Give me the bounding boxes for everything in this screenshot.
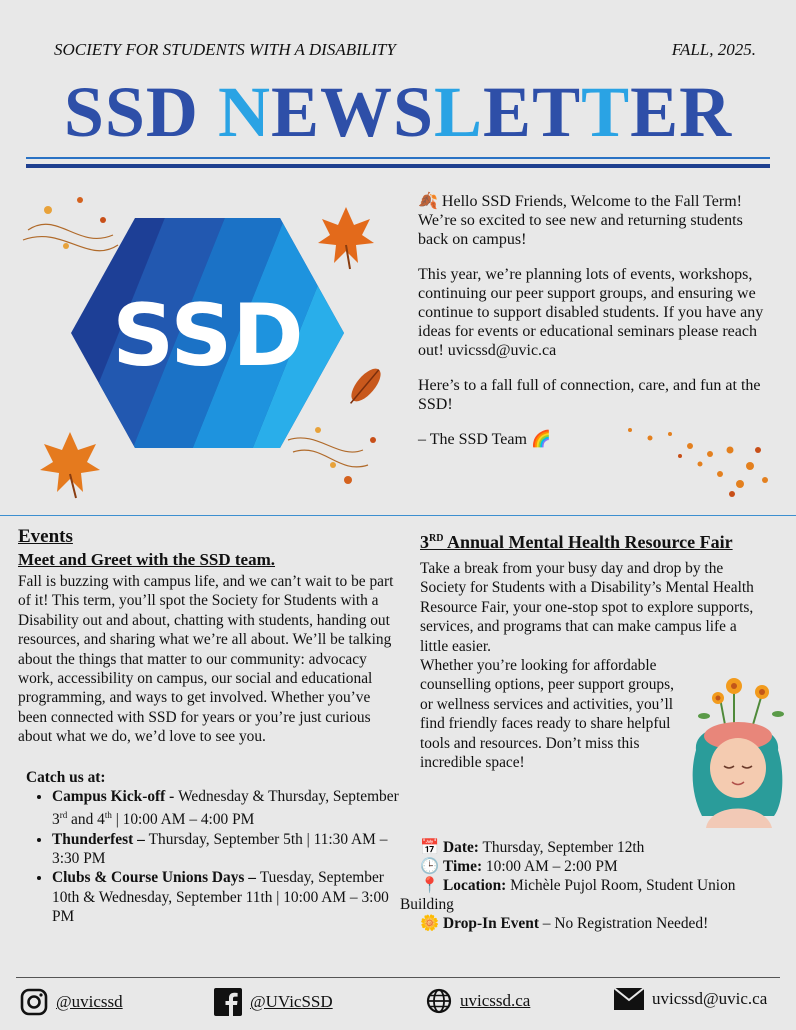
face-shape — [710, 738, 766, 798]
time-label: Time: — [443, 858, 483, 875]
pin-icon: 📍 — [420, 877, 440, 894]
calendar-icon: 📅 — [420, 839, 440, 856]
events-section — [18, 526, 400, 927]
fair-location — [400, 876, 790, 914]
newsletter-title — [0, 72, 796, 152]
footer-rule — [16, 977, 780, 978]
event-name: Campus Kick-off - — [52, 787, 179, 805]
ordinal-suffix: th — [104, 810, 112, 821]
logo-text: SSD — [112, 286, 304, 386]
title-segment: N — [217, 72, 271, 152]
intro-paragraph: Here’s to a fall full of connection, care, and fun at the SSD! — [418, 377, 761, 413]
event-name: Clubs & Course Unions Days – — [52, 869, 260, 887]
fair-heading — [420, 528, 782, 553]
fair-time — [420, 857, 790, 876]
event-detail: and 4 — [67, 811, 105, 829]
dropin-label: Drop-In Event — [443, 915, 539, 932]
flower-icon: 🌼 — [420, 915, 440, 932]
location-label: Location: — [443, 877, 507, 894]
fair-body-continued: Whether you’re looking for affordable counselling options, peer support groups, or wellness services and activities, you’ll find friendly faces ready to share helpful tools and resources. Don’t miss this incredible space! — [420, 657, 674, 772]
title-segment: L — [434, 72, 484, 152]
falling-leaves-icon — [620, 420, 780, 500]
meet-greet-body: Fall is buzzing with campus life, and we can’t wait to be part of it! This term, you’ll spot the Society for Students with a Disability out and about, chatting with students, handing out resources, and sharing what we’re all about. We’ll be talking about the things that matter to our community: advocacy work, accessibility on campus, our social and educational programming, and ways to get involved. Whether you’ve been connected with SSD for years or you’re just curious about what we do, we’d love to see you. — [18, 573, 394, 746]
dropin-value: – No Registration Needed! — [538, 915, 709, 932]
ssd-logo-illustration — [18, 180, 393, 505]
event-name: Thunderfest – — [52, 830, 149, 848]
footer-instagram[interactable] — [20, 988, 123, 1016]
intro-paragraph: This year, we’re planning lots of events, workshops, continuing our peer support groups, and ensuring we continue to support disabled students. If you have any ideas for events or educational seminars please reach out! uvicssd@uvic.ca — [418, 266, 764, 359]
globe-icon — [426, 988, 452, 1014]
title-segment: E — [630, 72, 680, 152]
footer-email[interactable] — [614, 988, 767, 1010]
season-label: FALL, 2025. — [671, 40, 756, 59]
location-value: Michèle Pujol Room, Student Union Building — [400, 877, 736, 913]
leaf-icon — [344, 364, 386, 409]
fair-dropin — [420, 914, 790, 933]
fair-heading-num: 3 — [420, 532, 429, 552]
fair-body: Take a break from your busy day and drop by the Society for Students with a Disability’s Mental Health Resource Fair, your one-stop spot to explore supports, services, and programs that can make campus life a little easier. — [420, 560, 754, 655]
fair-heading-text: Annual Mental Health Resource Fair — [443, 532, 733, 552]
fair-heading-sup: RD — [429, 533, 444, 544]
facebook-handle-link[interactable]: @UVicSSD — [250, 992, 333, 1011]
org-name: SOCIETY FOR STUDENTS WITH A DISABILITY — [54, 40, 396, 59]
list-item — [52, 830, 400, 869]
list-item — [52, 787, 400, 830]
time-value: 10:00 AM – 2:00 PM — [482, 858, 618, 875]
title-segment: EWS — [270, 72, 435, 152]
maple-leaf-icon — [318, 207, 374, 269]
meet-greet-heading: Meet and Greet with the SSD team. — [18, 550, 276, 569]
title-segment: ET — [483, 72, 582, 152]
footer-website[interactable] — [426, 988, 530, 1014]
event-detail: Wednesday & Thursday, September 3 — [52, 787, 399, 829]
footer-facebook[interactable] — [214, 988, 333, 1016]
date-label: Date: — [443, 839, 479, 856]
fair-details — [400, 838, 790, 933]
instagram-handle-link[interactable]: @uvicssd — [56, 992, 123, 1011]
title-segment: SSD — [63, 72, 218, 152]
title-rule-thick — [26, 164, 770, 168]
clock-icon: 🕒 — [420, 858, 440, 875]
email-address[interactable]: uvicssd@uvic.ca — [652, 989, 768, 1008]
title-segment: T — [581, 72, 631, 152]
event-detail: | 10:00 AM – 4:00 PM — [111, 811, 255, 829]
title-rule-thin — [26, 157, 770, 159]
maple-leaf-icon — [40, 432, 100, 498]
catch-us-label: Catch us at: — [26, 768, 106, 786]
list-item — [52, 868, 412, 926]
section-divider — [0, 515, 796, 516]
event-detail: Thursday, September 5th | 11:30 AM – 3:30 PM — [52, 830, 388, 867]
events-heading: Events — [18, 526, 73, 547]
title-segment: R — [679, 72, 733, 152]
intro-signoff: – The SSD Team 🌈 — [418, 431, 551, 448]
envelope-icon — [614, 988, 644, 1010]
website-link[interactable]: uvicssd.ca — [460, 991, 531, 1010]
ordinal-suffix: rd — [59, 810, 68, 821]
wellness-illustration — [682, 676, 794, 828]
fair-date — [420, 838, 790, 857]
facebook-icon — [214, 988, 242, 1016]
intro-paragraph: 🍂 Hello SSD Friends, Welcome to the Fall Term! We’re so excited to see new and returning students back on campus! — [418, 193, 743, 248]
event-list — [18, 787, 400, 927]
instagram-icon — [20, 988, 48, 1016]
date-value: Thursday, September 12th — [478, 839, 645, 856]
event-detail: Tuesday, September 10th & Wednesday, September 11th | 10:00 AM – 3:00 PM — [52, 869, 389, 926]
